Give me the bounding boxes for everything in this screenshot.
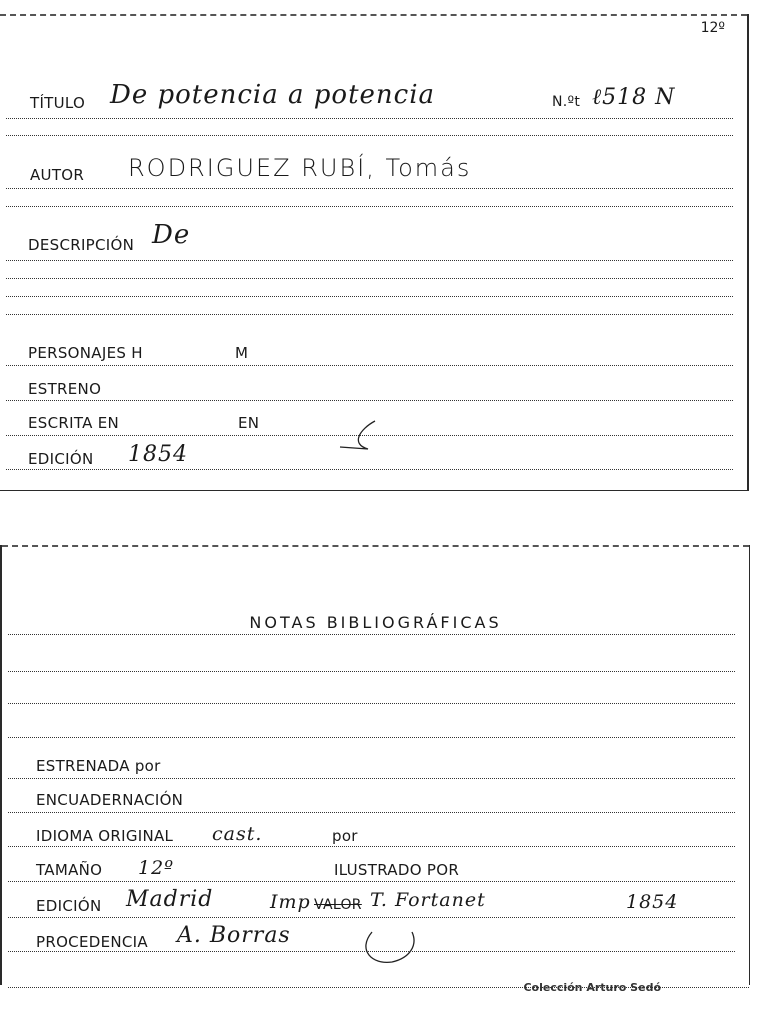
edicion-year: 1854 [626, 891, 679, 913]
card-bottom-edge [2, 545, 749, 550]
edicion-imprenta: T. Fortanet [370, 889, 486, 911]
estreno-label: ESTRENO [28, 380, 102, 398]
pencil-mark [330, 419, 380, 459]
personajes-m-label: M [235, 344, 249, 362]
autor-label: AUTOR [30, 166, 85, 184]
tamano-value: 12º [138, 857, 175, 879]
titulo-value: De potencia a potencia [110, 80, 436, 110]
edicion-label: EDICIÓN [28, 450, 94, 468]
rule-blank-2 [6, 206, 733, 207]
pencil-loop-mark [352, 930, 432, 970]
edicion-struck: VALOR [314, 897, 362, 913]
tamano-label: TAMAÑO [36, 861, 103, 879]
rule-blank-5 [6, 314, 733, 315]
rule-descripcion [6, 260, 733, 261]
rule-blank-4 [6, 296, 733, 297]
estrenada-label: ESTRENADA por [36, 757, 161, 775]
rule-tamano [8, 881, 735, 882]
collection-stamp: Colección Arturo Sedó [523, 981, 661, 994]
numero-label: N.ºt [552, 94, 581, 110]
rule-encuadernacion [8, 812, 735, 813]
descripcion-value: De [152, 220, 191, 250]
notas-heading: NOTAS BIBLIOGRÁFICAS [249, 613, 502, 632]
rule-idioma [8, 846, 735, 847]
rule-notas [8, 634, 735, 635]
catalog-card-bottom [0, 545, 750, 994]
catalog-card-top [0, 14, 749, 491]
rule-blank-3 [6, 278, 733, 279]
rule-blank-1 [6, 135, 733, 136]
rule-bottom-edge [8, 987, 749, 988]
procedencia-value: A. Borras [177, 923, 291, 948]
autor-value: RODRIGUEZ RUBÍ, Tomás [128, 154, 472, 182]
titulo-label: TÍTULO [30, 94, 86, 112]
numero-value: ℓ518 N [592, 85, 676, 110]
card-top-edge [0, 14, 747, 19]
rule-edicion [6, 469, 733, 470]
rule-titulo [6, 118, 733, 119]
edicion-label: EDICIÓN [36, 897, 102, 915]
descripcion-label: DESCRIPCIÓN [28, 236, 135, 254]
rule-blank-6 [8, 671, 735, 672]
rule-blank-7 [8, 703, 735, 704]
edicion-city: Madrid [126, 887, 214, 912]
idioma-value: cast. [212, 823, 263, 845]
idioma-por-label: por [332, 827, 358, 845]
rule-estrenada [8, 778, 735, 779]
corner-number: 12º [700, 20, 725, 36]
rule-edicion-bottom [8, 917, 735, 918]
rule-procedencia [8, 951, 735, 952]
idioma-label: IDIOMA ORIGINAL [36, 827, 174, 845]
encuadernacion-label: ENCUADERNACIÓN [36, 791, 184, 809]
ilustrado-label: ILUSTRADO POR [334, 861, 460, 879]
personajes-label: PERSONAJES H [28, 344, 143, 362]
edicion-value: 1854 [128, 442, 188, 467]
rule-personajes [6, 365, 733, 366]
rule-estreno [6, 400, 733, 401]
procedencia-label: PROCEDENCIA [36, 933, 148, 951]
escrita-label: ESCRITA EN [28, 414, 120, 432]
rule-autor [6, 188, 733, 189]
edicion-imprenta-prefix: Imp [270, 891, 311, 913]
rule-blank-8 [8, 737, 735, 738]
escrita-en-label: EN [238, 414, 260, 432]
